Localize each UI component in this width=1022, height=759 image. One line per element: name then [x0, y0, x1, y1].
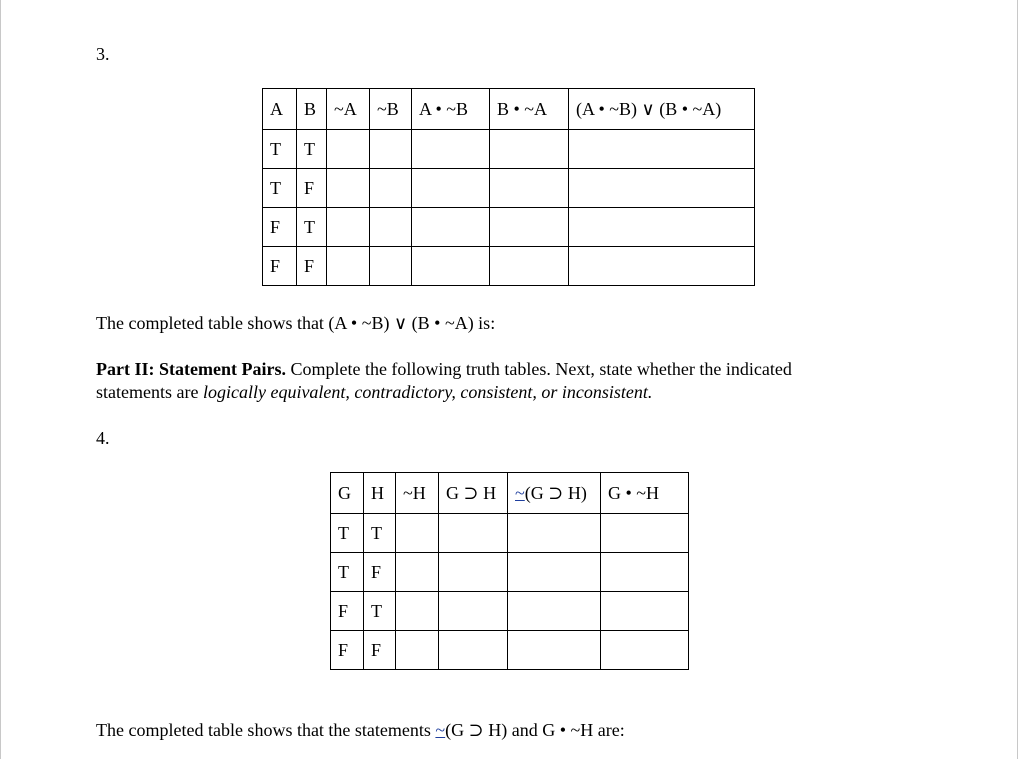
table-3-header-row — [263, 89, 755, 130]
blank-cell[interactable] — [490, 169, 569, 208]
value-cell: T — [331, 514, 364, 553]
header-cell: G — [331, 473, 364, 514]
table-row — [263, 130, 755, 169]
blank-cell[interactable] — [370, 130, 412, 169]
table-row — [331, 592, 689, 631]
blank-cell[interactable] — [412, 169, 490, 208]
blank-cell[interactable] — [569, 169, 755, 208]
value-cell: T — [297, 130, 327, 169]
tilde-marker: ~ — [515, 482, 525, 503]
blank-cell[interactable] — [396, 514, 439, 553]
table-row — [331, 553, 689, 592]
blank-cell[interactable] — [569, 247, 755, 286]
blank-cell[interactable] — [490, 247, 569, 286]
blank-cell[interactable] — [327, 130, 370, 169]
blank-cell[interactable] — [412, 208, 490, 247]
conclusion-prefix: The completed table shows that the statements — [96, 720, 436, 740]
value-cell: F — [297, 247, 327, 286]
blank-cell[interactable] — [370, 208, 412, 247]
header-cell: ~B — [370, 89, 412, 130]
value-cell: F — [297, 169, 327, 208]
blank-cell[interactable] — [327, 208, 370, 247]
blank-cell[interactable] — [601, 631, 689, 670]
value-cell: T — [331, 553, 364, 592]
header-cell: A — [263, 89, 297, 130]
blank-cell[interactable] — [439, 514, 508, 553]
table-row — [263, 169, 755, 208]
blank-cell[interactable] — [439, 553, 508, 592]
blank-cell[interactable] — [327, 247, 370, 286]
blank-cell[interactable] — [412, 247, 490, 286]
value-cell: F — [331, 592, 364, 631]
blank-cell[interactable] — [439, 592, 508, 631]
value-cell: F — [263, 247, 297, 286]
part-2-relation-options: logically equivalent, contradictory, consistent, or inconsistent. — [202, 382, 653, 402]
value-cell: T — [263, 169, 297, 208]
question-3-conclusion: The completed table shows that (A • ~B) ∨ (B • ~A) is: — [96, 313, 496, 333]
blank-cell[interactable] — [569, 130, 755, 169]
blank-cell[interactable] — [327, 169, 370, 208]
header-cell: B — [297, 89, 327, 130]
table-4-header-row — [331, 473, 689, 514]
question-4-conclusion — [96, 719, 625, 742]
blank-cell[interactable] — [396, 631, 439, 670]
blank-cell[interactable] — [490, 130, 569, 169]
table-row — [263, 208, 755, 247]
question-3-number: 3. — [96, 44, 110, 64]
blank-cell[interactable] — [439, 631, 508, 670]
blank-cell[interactable] — [490, 208, 569, 247]
truth-table-3 — [262, 88, 755, 286]
value-cell: F — [263, 208, 297, 247]
blank-cell[interactable] — [508, 631, 601, 670]
header-cell: G • ~H — [601, 473, 689, 514]
question-4-number: 4. — [96, 428, 110, 448]
truth-table-4 — [330, 472, 689, 670]
blank-cell[interactable] — [396, 592, 439, 631]
value-cell: F — [364, 553, 396, 592]
part-2-instruction: Complete the following truth tables. Next, state whether the indicated — [290, 359, 792, 379]
header-cell: (A • ~B) ∨ (B • ~A) — [569, 89, 755, 130]
part-2-instructions-line-1 — [96, 358, 792, 381]
header-cell — [508, 473, 601, 514]
value-cell: T — [364, 514, 396, 553]
value-cell: T — [263, 130, 297, 169]
part-2-line-2-prefix: statements are — [96, 382, 203, 402]
header-cell: B • ~A — [490, 89, 569, 130]
header-cell-text: (G ⊃ H) — [524, 482, 587, 503]
page-right-edge — [1017, 0, 1018, 759]
blank-cell[interactable] — [508, 553, 601, 592]
header-cell: ~A — [327, 89, 370, 130]
blank-cell[interactable] — [508, 592, 601, 631]
blank-cell[interactable] — [601, 514, 689, 553]
conclusion-suffix: (G ⊃ H) and G • ~H are: — [445, 720, 625, 740]
header-cell: ~H — [396, 473, 439, 514]
value-cell: T — [297, 208, 327, 247]
blank-cell[interactable] — [370, 247, 412, 286]
blank-cell[interactable] — [569, 208, 755, 247]
blank-cell[interactable] — [396, 553, 439, 592]
blank-cell[interactable] — [601, 553, 689, 592]
blank-cell[interactable] — [601, 592, 689, 631]
blank-cell[interactable] — [412, 130, 490, 169]
value-cell: T — [364, 592, 396, 631]
table-row — [263, 247, 755, 286]
header-cell: H — [364, 473, 396, 514]
value-cell: F — [331, 631, 364, 670]
blank-cell[interactable] — [508, 514, 601, 553]
blank-cell[interactable] — [370, 169, 412, 208]
value-cell: F — [364, 631, 396, 670]
table-row — [331, 514, 689, 553]
header-cell: G ⊃ H — [439, 473, 508, 514]
page-left-edge — [0, 0, 1, 759]
header-cell: A • ~B — [412, 89, 490, 130]
table-row — [331, 631, 689, 670]
part-2-instructions-line-2 — [96, 381, 652, 404]
tilde-marker: ~ — [435, 720, 446, 740]
part-2-heading: Part II: Statement Pairs. — [96, 359, 286, 379]
